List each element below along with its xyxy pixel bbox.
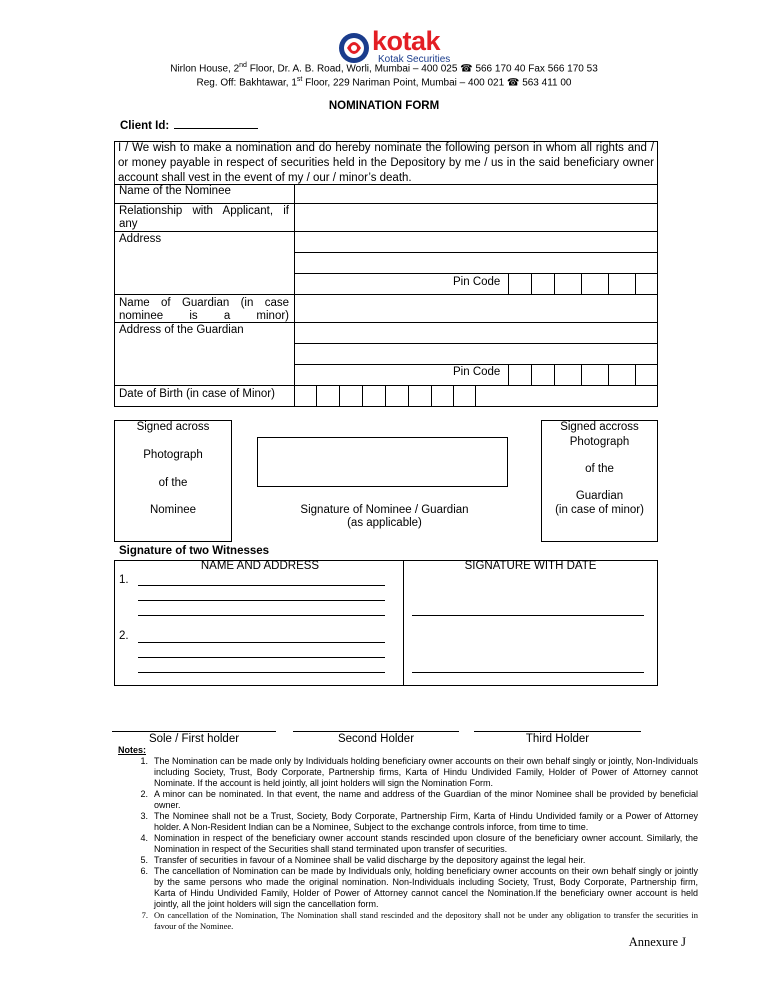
label-guardian-pin-code: Pin Code <box>453 366 501 378</box>
guardian-photo-text-3: of the <box>585 463 614 475</box>
annexure-label: Annexure J <box>628 935 686 949</box>
client-id-row <box>120 117 258 132</box>
note-item: 1. The Nomination can be made only by Individuals holding beneficiary owner accounts on their own behalf singly or jointly, Non-Individuals including Society, Trust, Body Corporate, Partnership firms, Karta of Hindu Undivided Family, Holder of Power of Attorney cannot Nominate. If the account is held jointly, all joint holders will sign the Nomination Form. <box>140 756 698 788</box>
relationship-input[interactable] <box>295 204 657 230</box>
brand-name: kotak <box>372 26 441 56</box>
first-holder-label: Sole / First holder <box>148 733 240 745</box>
witness-2-number: 2. <box>119 630 129 642</box>
nominee-photo-text-4: Nominee <box>149 504 197 516</box>
first-holder-signature[interactable] <box>112 711 276 732</box>
pin-code-input[interactable] <box>509 274 657 293</box>
third-holder-label: Third Holder <box>525 733 590 745</box>
kotak-logo-icon <box>338 32 370 64</box>
address-input[interactable] <box>295 232 657 273</box>
client-id-label: Client Id: <box>120 120 170 132</box>
nominee-photo-text-2: Photograph <box>143 449 203 461</box>
guardian-photo-text-1: Signed accross <box>560 421 639 433</box>
note-item: 2. A minor can be nominated. In that event, the name and address of the Guardian of the minor Nominee shall be provided by beneficial owner. <box>140 789 698 810</box>
witness-2-name-field[interactable] <box>138 629 385 673</box>
notes-heading: Notes: <box>118 745 147 755</box>
phone-icon: ☎ <box>506 77 520 89</box>
brand-subtitle: Kotak Securities <box>378 54 451 65</box>
witnesses-title: Signature of two Witnesses <box>119 545 270 557</box>
nominee-photo-text-1: Signed across <box>136 421 210 433</box>
notes-section <box>118 745 698 932</box>
third-holder-signature[interactable] <box>474 711 641 732</box>
label-dob: Date of Birth (in case of Minor) <box>119 388 275 400</box>
witness-signature-header: SIGNATURE WITH DATE <box>464 560 597 572</box>
form-title: NOMINATION FORM <box>328 100 440 112</box>
witness-name-header: NAME AND ADDRESS <box>200 560 320 572</box>
nominee-name-input[interactable] <box>295 185 657 202</box>
note-item: 4. Nomination in respect of the beneficiary owner account stands rescinded upon closure of the beneficiary owner account. Similarly, the Nomination in respect of the Securities shall stand terminated upon transfer of securities. <box>140 833 698 854</box>
witness-1-name-field[interactable] <box>138 572 385 616</box>
address-line-2: Reg. Off: Bakhtawar, 1st Floor, 229 Nariman Point, Mumbai – 400 021 ☎ 563 411 00 <box>196 76 572 89</box>
phone-icon: ☎ <box>460 63 473 75</box>
second-holder-label: Second Holder <box>337 733 415 745</box>
note-item: 6. The cancellation of Nomination can be made by Individuals only, holding beneficiary owner accounts on their own behalf singly or jointly by the same persons who made the original nomination. Non-Individuals including Society, Trust, Body Corporate, Partnership firm, Karta of Hindu Undivided Family, Holder of Power of Attorney cannot cancel the Nomination.If the beneficiary owner account is held jointly, all the joint holders will sign the cancellation form. <box>140 866 698 909</box>
note-item: 5. Transfer of securities in favour of a Nominee shall be valid discharge by the depository against the legal heir. <box>140 855 586 865</box>
intro-text: I / We wish to make a nomination and do hereby nominate the following person in whom all rights and / or money payable in respect of securities held in the Depository by me / us in the said beneficiary owner account shall vest in the event of my / our / minor’s death. <box>118 142 654 184</box>
label-address: Address <box>119 233 162 245</box>
nominee-signature-note: (as applicable) <box>347 517 422 529</box>
address-line-1: Nirlon House, 2nd Floor, Dr. A. B. Road, Worli, Mumbai – 400 025 ☎ 566 170 40 Fax 566 170 53 <box>170 62 598 75</box>
label-pin-code: Pin Code <box>453 276 501 288</box>
nominee-signature-box[interactable] <box>257 437 508 487</box>
client-id-field[interactable] <box>174 117 258 129</box>
guardian-photo-text-2: Photograph <box>569 436 630 448</box>
witness-1-number: 1. <box>119 574 129 586</box>
guardian-photo-text-4: Guardian <box>575 490 624 502</box>
note-item: 7. On cancellation of the Nomination, The Nomination shall stand rescinded and the depository shall not be under any obligation to transfer the securities in favour of the Nominee. <box>141 910 698 931</box>
label-nominee-name: Name of the Nominee <box>119 185 231 197</box>
dob-input[interactable] <box>295 386 475 406</box>
note-item: 3. The Nominee shall not be a Trust, Society, Body Corporate, Partnership Firm, Karta of Hindu Undivided family or a Power of Attorney holder. A Non-Resident Indian can be a Nominee, Subject to the exchange controls inforce, from time to time. <box>140 811 698 832</box>
witness-2-signature-field[interactable] <box>412 652 644 673</box>
label-guardian-address: Address of the Guardian <box>119 324 244 336</box>
nominee-photo-text-3: of the <box>158 477 188 489</box>
label-guardian-name: Name of Guardian (in case nominee is a minor) <box>119 297 289 322</box>
guardian-pin-code-input[interactable] <box>509 365 657 384</box>
guardian-photo-text-5: (in case of minor) <box>555 504 644 516</box>
witness-1-signature-field[interactable] <box>412 595 644 616</box>
nominee-signature-label: Signature of Nominee / Guardian <box>300 504 469 516</box>
label-relationship: Relationship with Applicant, if any <box>119 205 289 230</box>
guardian-name-input[interactable] <box>295 295 657 321</box>
guardian-address-input[interactable] <box>295 323 657 364</box>
second-holder-signature[interactable] <box>293 711 459 732</box>
